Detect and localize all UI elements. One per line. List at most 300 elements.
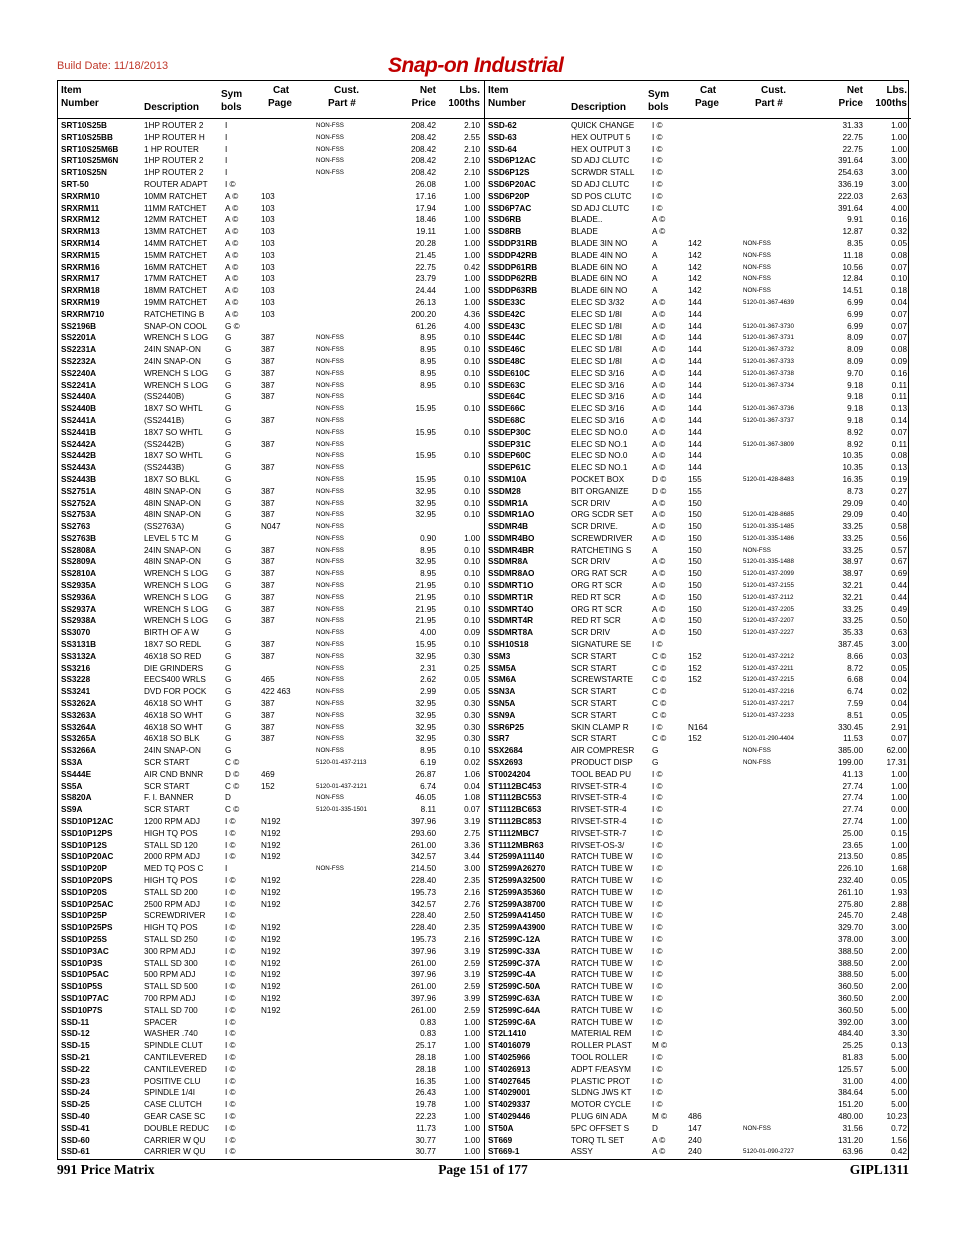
- item-number: SSDMR4BR: [488, 545, 534, 555]
- net-price: 29.09: [842, 498, 863, 508]
- weight-lbs: 2.00: [891, 982, 907, 992]
- header-net: Net: [419, 85, 436, 96]
- table-row: [58, 674, 484, 686]
- weight-lbs: 0.16: [891, 215, 907, 225]
- description: MATERIAL REM: [571, 1029, 632, 1039]
- net-price: 342.57: [410, 899, 436, 909]
- table-row: [58, 273, 484, 285]
- net-price: 214.50: [410, 864, 436, 874]
- description: 18X7 SO WHTL: [144, 404, 203, 414]
- description: 1HP ROUTER 2: [144, 168, 204, 178]
- customer-part: NON-FSS: [316, 747, 344, 755]
- weight-lbs: 2.10: [464, 156, 480, 166]
- header-cust: Cust.: [334, 85, 359, 96]
- customer-part: 5120-01-367-3737: [743, 416, 794, 424]
- table-row: [58, 179, 484, 191]
- item-number: SS2753A: [61, 510, 97, 520]
- catalog-page: 387: [261, 604, 275, 614]
- table-row: [58, 639, 484, 651]
- description: SIGNATURE SE: [571, 640, 632, 650]
- symbols: A ©: [652, 309, 666, 319]
- item-number: SSH10S18: [488, 640, 529, 650]
- table-row: [58, 698, 484, 710]
- weight-lbs: 0.07: [891, 262, 907, 272]
- item-number: SS3263A: [61, 710, 97, 720]
- customer-part: 5120-01-335-1501: [316, 806, 367, 814]
- symbols: A ©: [225, 191, 239, 201]
- item-number: SSD10P25PS: [61, 923, 113, 933]
- weight-lbs: 0.13: [891, 463, 907, 473]
- net-price: 15.95: [415, 640, 436, 650]
- weight-lbs: 4.00: [891, 1076, 907, 1086]
- weight-lbs: 0.42: [464, 262, 480, 272]
- price-table: [57, 80, 909, 1160]
- weight-lbs: 0.05: [464, 675, 480, 685]
- net-price: 385.00: [837, 746, 863, 756]
- symbols: I ©: [652, 640, 663, 650]
- net-price: 2.99: [420, 687, 436, 697]
- symbols: G: [225, 592, 232, 602]
- item-number: SSD10P20AC: [61, 852, 114, 862]
- description: RIVSET-STR-4: [571, 805, 627, 815]
- table-row: [485, 191, 911, 203]
- table-row: [58, 1028, 484, 1040]
- symbols: I ©: [225, 1147, 236, 1157]
- net-price: 32.95: [415, 722, 436, 732]
- symbols: I ©: [652, 191, 663, 201]
- net-price: 17.94: [415, 203, 436, 213]
- description: ELEC SD 1/8I: [571, 345, 622, 355]
- catalog-page: 144: [688, 321, 702, 331]
- table-row: [485, 1040, 911, 1052]
- customer-part: 5120-01-437-2233: [743, 711, 794, 719]
- symbols: G: [225, 392, 232, 402]
- weight-lbs: 1.00: [891, 769, 907, 779]
- item-number: SSD6RB: [488, 215, 522, 225]
- table-row: [58, 1017, 484, 1029]
- catalog-page: 387: [261, 581, 275, 591]
- symbols: G: [225, 640, 232, 650]
- description: HEX OUTPUT 3: [571, 144, 631, 154]
- item-number: SSD10P7S: [61, 1005, 103, 1015]
- item-number: SRT-50: [61, 179, 89, 189]
- description: LEVEL 5 TC M: [144, 533, 199, 543]
- table-row: [58, 403, 484, 415]
- net-price: 222.03: [837, 191, 863, 201]
- table-row: [58, 745, 484, 757]
- description: SCREWSTARTE: [571, 675, 634, 685]
- table-row: [485, 1076, 911, 1088]
- customer-part: NON-FSS: [743, 747, 771, 755]
- item-number: ST2599C-37A: [488, 958, 541, 968]
- table-row: [58, 804, 484, 816]
- weight-lbs: 0.13: [891, 404, 907, 414]
- weight-lbs: 0.02: [464, 758, 480, 768]
- weight-lbs: 2.59: [464, 982, 480, 992]
- table-row: [58, 321, 484, 333]
- net-price: 10.56: [842, 262, 863, 272]
- catalog-page: 387: [261, 498, 275, 508]
- item-number: SS2232A: [61, 356, 97, 366]
- net-price: 9.70: [847, 368, 863, 378]
- net-price: 387.45: [837, 640, 863, 650]
- item-number: SSDDP63RB: [488, 286, 538, 296]
- table-row: [485, 356, 911, 368]
- net-price: 4.00: [420, 628, 436, 638]
- item-number: SSD-64: [488, 144, 517, 154]
- table-row: [485, 568, 911, 580]
- customer-part: NON-FSS: [316, 664, 344, 672]
- item-number: SSD10P3AC: [61, 946, 109, 956]
- net-price: 2.31: [420, 663, 436, 673]
- weight-lbs: 0.30: [464, 722, 480, 732]
- net-price: 8.95: [420, 380, 436, 390]
- item-number: SSN9A: [488, 710, 516, 720]
- footer-page-number: Page 151 of 177: [438, 1162, 528, 1177]
- symbols: A ©: [652, 321, 666, 331]
- symbols: I ©: [652, 1064, 663, 1074]
- item-number: SS2231A: [61, 345, 97, 355]
- symbols: A ©: [652, 1135, 666, 1145]
- symbols: G: [225, 498, 232, 508]
- catalog-page: 142: [688, 274, 702, 284]
- net-price: 342.57: [410, 852, 436, 862]
- symbols: G: [225, 746, 232, 756]
- weight-lbs: 0.11: [891, 392, 907, 402]
- customer-part: 5120-01-367-3809: [743, 440, 794, 448]
- header-lbs: Lbs.: [459, 85, 480, 96]
- symbols: A ©: [652, 356, 666, 366]
- symbols: G: [225, 675, 232, 685]
- symbols: C ©: [652, 687, 667, 697]
- item-number: SSD-25: [61, 1100, 90, 1110]
- item-number: SSD-15: [61, 1041, 90, 1051]
- description: 14MM RATCHET: [144, 238, 208, 248]
- table-row: [58, 615, 484, 627]
- net-price: 21.95: [415, 616, 436, 626]
- net-price: 228.40: [410, 876, 436, 885]
- table-row: [58, 238, 484, 250]
- description: ORG RAT SCR: [571, 569, 628, 579]
- table-row: [58, 969, 484, 981]
- item-number: ST1112BC553: [488, 793, 542, 803]
- weight-lbs: 5.00: [891, 1052, 907, 1062]
- description: SKIN CLAMP R: [571, 722, 629, 732]
- weight-lbs: 0.10: [464, 616, 480, 626]
- catalog-page: 387: [261, 333, 275, 343]
- symbols: A ©: [652, 415, 666, 425]
- symbols: M ©: [652, 1111, 668, 1121]
- weight-lbs: 62.00: [886, 746, 907, 756]
- table-row: [58, 262, 484, 274]
- customer-part: NON-FSS: [316, 157, 344, 165]
- item-number: SSD-21: [61, 1052, 90, 1062]
- item-number: ST2599A41450: [488, 911, 546, 921]
- table-row: [485, 321, 911, 333]
- item-number: SSD-63: [488, 132, 517, 142]
- net-price: 2.62: [420, 675, 436, 685]
- symbols: I ©: [652, 203, 663, 213]
- symbols: I ©: [652, 1052, 663, 1062]
- symbols: C ©: [225, 805, 240, 815]
- catalog-page: 142: [688, 250, 702, 260]
- symbols: A ©: [225, 274, 239, 284]
- weight-lbs: 3.19: [464, 946, 480, 956]
- table-row: [58, 250, 484, 262]
- weight-lbs: 1.06: [464, 769, 480, 779]
- header-number: Number: [488, 98, 526, 109]
- table-row: [485, 993, 911, 1005]
- net-price: 81.83: [842, 1052, 863, 1062]
- weight-lbs: 0.13: [891, 1041, 907, 1051]
- description: STALL SD 500: [144, 982, 198, 992]
- net-price: 131.20: [837, 1135, 863, 1145]
- customer-part: 5120-01-437-2155: [743, 582, 794, 590]
- symbols: I ©: [225, 179, 236, 189]
- symbols: G: [225, 710, 232, 720]
- symbols: A ©: [225, 309, 239, 319]
- item-number: SSN5A: [488, 699, 516, 709]
- symbols: A: [652, 286, 658, 296]
- net-price: 28.18: [415, 1052, 436, 1062]
- symbols: A ©: [652, 427, 666, 437]
- table-row: [58, 1005, 484, 1017]
- item-number: SRXRM17: [61, 274, 100, 284]
- weight-lbs: 0.18: [891, 286, 907, 296]
- description: 500 RPM ADJ: [144, 970, 196, 980]
- description: (SS2441B): [144, 415, 185, 425]
- item-number: SSD-24: [61, 1088, 90, 1098]
- table-row: [485, 309, 911, 321]
- weight-lbs: 2.35: [464, 923, 480, 933]
- table-row: [485, 969, 911, 981]
- net-price: 8.92: [847, 427, 863, 437]
- net-price: 38.97: [842, 557, 863, 567]
- header-page: Page: [695, 98, 719, 109]
- table-row: [58, 710, 484, 722]
- table-row: [485, 132, 911, 144]
- customer-part: NON-FSS: [316, 511, 344, 519]
- table-row: [58, 297, 484, 309]
- table-row: [485, 580, 911, 592]
- weight-lbs: 1.00: [891, 817, 907, 827]
- table-row: [485, 403, 911, 415]
- net-price: 30.77: [415, 1147, 436, 1157]
- weight-lbs: 5.00: [891, 1100, 907, 1110]
- customer-part: NON-FSS: [316, 735, 344, 743]
- weight-lbs: 1.56: [891, 1135, 907, 1145]
- description: WRENCH S LOG: [144, 333, 209, 343]
- description: 16MM RATCHET: [144, 262, 208, 272]
- weight-lbs: 10.23: [886, 1111, 907, 1121]
- description: SCREWDRIVER: [144, 911, 206, 921]
- symbols: G: [225, 569, 232, 579]
- description: ROLLER PLAST: [571, 1041, 632, 1051]
- item-number: SS2752A: [61, 498, 97, 508]
- table-row: [485, 368, 911, 380]
- customer-part: NON-FSS: [316, 558, 344, 566]
- net-price: 397.96: [410, 970, 436, 980]
- description: BLADE 6IN NO: [571, 262, 628, 272]
- table-row: [485, 486, 911, 498]
- item-number: SS2201A: [61, 333, 97, 343]
- description: RIVSET-STR-4: [571, 793, 627, 803]
- weight-lbs: 0.30: [464, 710, 480, 720]
- weight-lbs: 0.04: [891, 699, 907, 709]
- table-row: [485, 262, 911, 274]
- catalog-page: 103: [261, 238, 275, 248]
- description: RATCH TUBE W: [571, 993, 633, 1003]
- item-number: SS2808A: [61, 545, 97, 555]
- customer-part: NON-FSS: [316, 475, 344, 483]
- net-price: 32.95: [415, 486, 436, 496]
- weight-lbs: 0.10: [464, 474, 480, 484]
- item-number: SSM6A: [488, 675, 517, 685]
- catalog-page: 387: [261, 368, 275, 378]
- description: ASSY: [571, 1147, 593, 1157]
- item-number: ST2599C-33A: [488, 946, 541, 956]
- customer-part: NON-FSS: [316, 652, 344, 660]
- header-cust: Cust.: [761, 85, 786, 96]
- description: RATCH TUBE W: [571, 1005, 633, 1015]
- net-price: 32.21: [842, 581, 863, 591]
- symbols: G: [225, 522, 232, 532]
- description: 18X7 SO REDL: [144, 640, 202, 650]
- catalog-page: 103: [261, 250, 275, 260]
- table-row: [485, 1017, 911, 1029]
- description: SPACER: [144, 1017, 178, 1027]
- catalog-page: 150: [688, 557, 702, 567]
- table-row: [485, 922, 911, 934]
- weight-lbs: 0.42: [891, 1147, 907, 1157]
- net-price: 8.95: [420, 345, 436, 355]
- item-number: SSDE44C: [488, 333, 526, 343]
- net-price: 8.95: [420, 333, 436, 343]
- symbols: A ©: [225, 297, 239, 307]
- weight-lbs: 1.00: [464, 1135, 480, 1145]
- symbols: G: [225, 451, 232, 461]
- item-number: SS3264A: [61, 722, 97, 732]
- net-price: 26.87: [415, 769, 436, 779]
- description: SCR DRIV: [571, 557, 611, 567]
- description: BLADE 6IN NO: [571, 286, 628, 296]
- catalog-page: 387: [261, 592, 275, 602]
- net-price: 12.84: [842, 274, 863, 284]
- description: BLADE 4IN NO: [571, 250, 628, 260]
- catalog-page: 387: [261, 392, 275, 402]
- symbols: G: [225, 380, 232, 390]
- symbols: C ©: [652, 663, 667, 673]
- catalog-page: 150: [688, 545, 702, 555]
- catalog-page: N192: [261, 923, 281, 933]
- table-row: [58, 792, 484, 804]
- net-price: 33.25: [842, 533, 863, 543]
- catalog-page: 152: [261, 781, 275, 791]
- table-row: [58, 722, 484, 734]
- symbols: I ©: [225, 1041, 236, 1051]
- item-number: SSDMR1A: [488, 498, 529, 508]
- description: ADPT F/EASYM: [571, 1064, 631, 1074]
- net-price: 26.08: [415, 179, 436, 189]
- table-row: [58, 828, 484, 840]
- net-price: 8.35: [847, 238, 863, 248]
- item-number: SRXRM12: [61, 215, 100, 225]
- customer-part: NON-FSS: [316, 617, 344, 625]
- net-price: 41.13: [842, 769, 863, 779]
- item-number: ST669: [488, 1135, 513, 1145]
- symbols: A: [652, 545, 658, 555]
- symbols: I ©: [652, 828, 663, 838]
- customer-part: 5120-01-437-2113: [316, 759, 367, 767]
- symbols: I ©: [652, 864, 663, 874]
- weight-lbs: 3.00: [891, 934, 907, 944]
- net-price: 19.11: [416, 227, 436, 237]
- customer-part: NON-FSS: [316, 546, 344, 554]
- net-price: 8.95: [420, 368, 436, 378]
- catalog-page: N192: [261, 946, 281, 956]
- description: RATCH TUBE W: [571, 982, 633, 992]
- description: RATCH TUBE W: [571, 899, 633, 909]
- weight-lbs: 0.07: [464, 805, 480, 815]
- weight-lbs: 0.25: [464, 663, 480, 673]
- table-row: [485, 792, 911, 804]
- customer-part: 5120-01-437-2211: [743, 664, 794, 672]
- weight-lbs: 0.69: [891, 569, 907, 579]
- symbols: A ©: [225, 238, 239, 248]
- table-row: [58, 781, 484, 793]
- catalog-page: 103: [261, 309, 275, 319]
- item-number: ST1112BC453: [488, 781, 542, 791]
- net-price: 8.95: [420, 356, 436, 366]
- item-number: ST4026913: [488, 1064, 531, 1074]
- symbols: I ©: [225, 1017, 236, 1027]
- description: ORG RT SCR: [571, 604, 623, 614]
- symbols: I ©: [225, 828, 236, 838]
- table-row: [485, 498, 911, 510]
- table-row: [485, 946, 911, 958]
- weight-lbs: 1.00: [464, 1017, 480, 1027]
- description: SCR START: [144, 805, 190, 815]
- item-number: SSD10P25S: [61, 934, 107, 944]
- item-number: ST0024204: [488, 769, 531, 779]
- description: SD POS CLUTC: [571, 191, 632, 201]
- customer-part: NON-FSS: [316, 334, 344, 342]
- description: 46X18 SO WHT: [144, 722, 203, 732]
- weight-lbs: 3.00: [891, 923, 907, 933]
- item-number: SSDE68C: [488, 415, 526, 425]
- table-row: [485, 1087, 911, 1099]
- weight-lbs: 1.00: [464, 286, 480, 296]
- weight-lbs: 0.10: [464, 498, 480, 508]
- table-row: [58, 356, 484, 368]
- net-price: 46.05: [415, 793, 436, 803]
- item-number: SSD10P20S: [61, 887, 107, 897]
- net-price: 32.95: [415, 498, 436, 508]
- item-number: SSDMR1AO: [488, 510, 535, 520]
- weight-lbs: 1.00: [464, 533, 480, 543]
- catalog-page: 387: [261, 651, 275, 661]
- symbols: I ©: [652, 144, 663, 154]
- item-number: SRT10S25B: [61, 121, 107, 130]
- description: SCR START: [571, 734, 617, 744]
- item-number: SS2196B: [61, 321, 97, 331]
- catalog-page: 144: [688, 427, 702, 437]
- weight-lbs: 1.00: [464, 274, 480, 284]
- weight-lbs: 0.15: [891, 828, 907, 838]
- customer-part: NON-FSS: [743, 239, 771, 247]
- weight-lbs: 1.00: [464, 1147, 480, 1157]
- item-number: SS3070: [61, 628, 91, 638]
